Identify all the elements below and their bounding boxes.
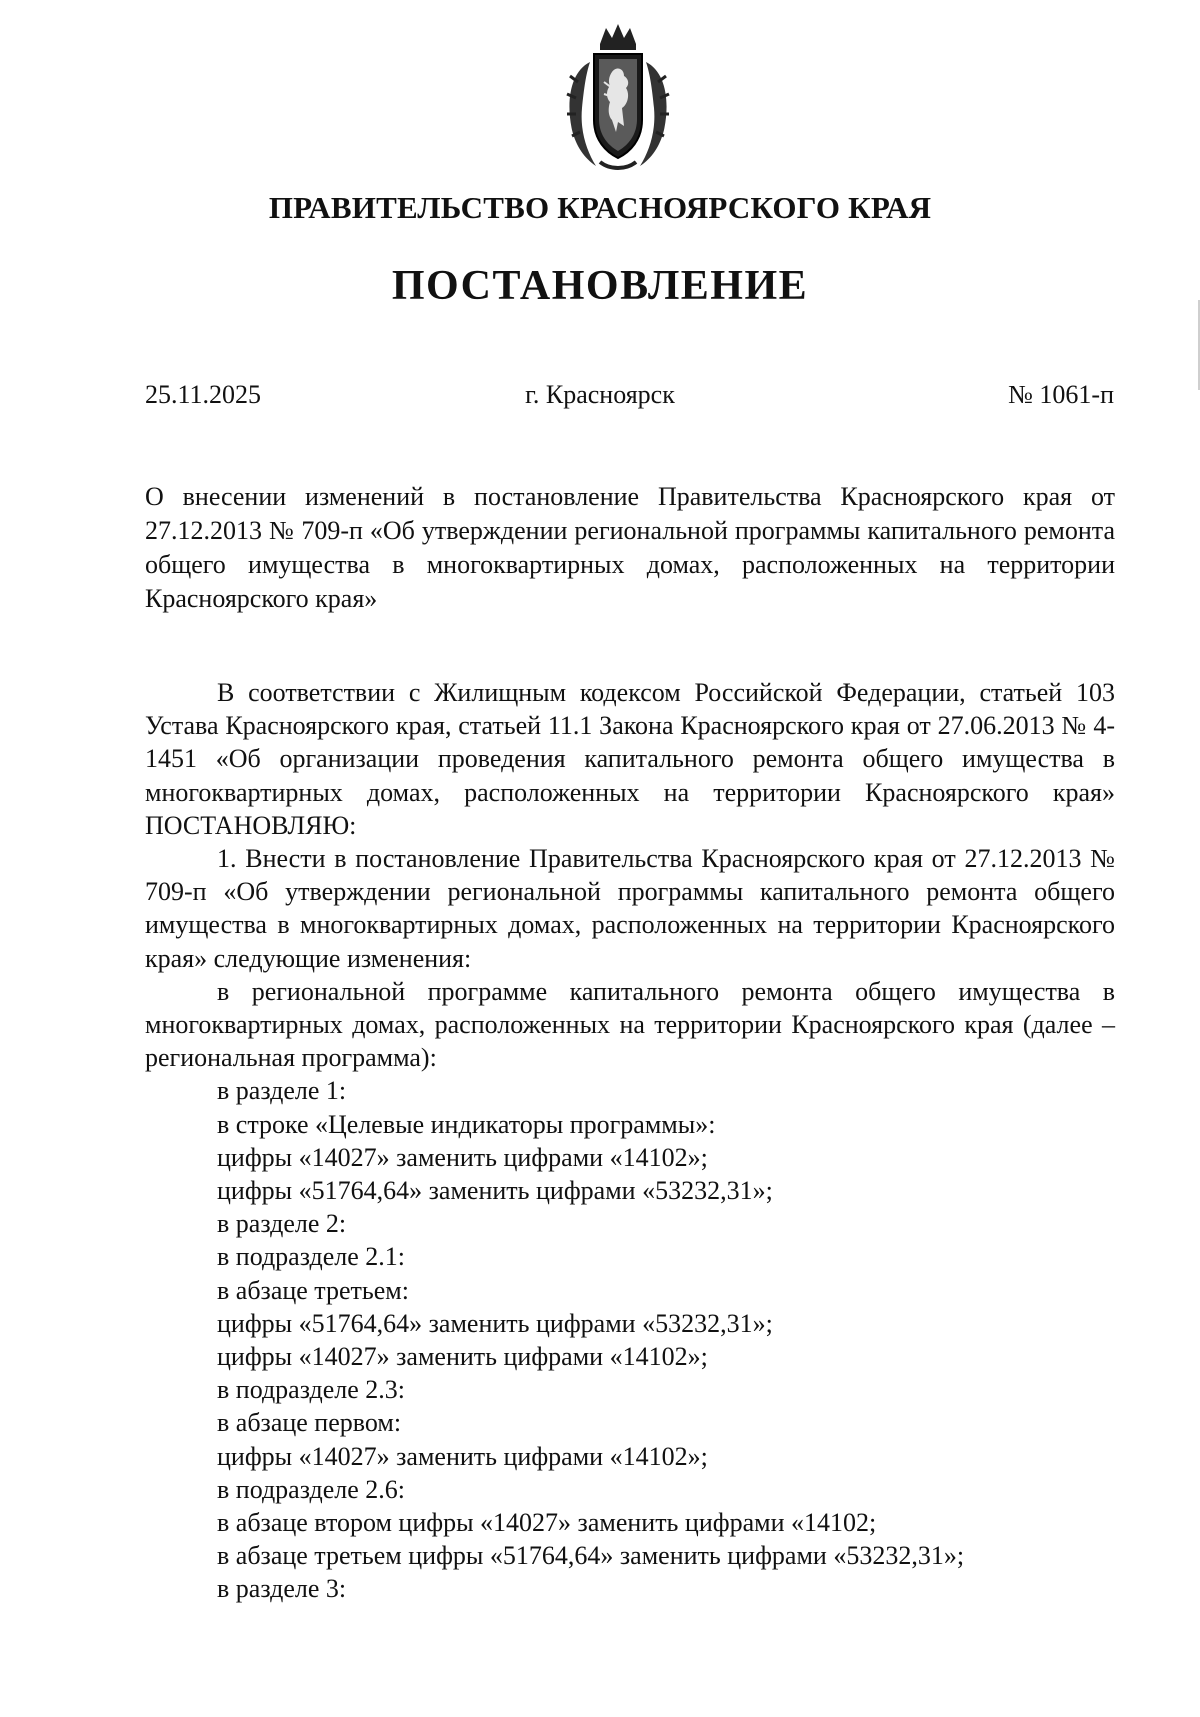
amendment-line: в абзаце втором цифры «14027» заменить цифрами «14102; [217, 1508, 877, 1538]
regional-program-paragraph: в региональной программе капитального ремонта общего имущества в многоквартирных домах, расположенных на территории Красноярского края (далее – региональная программа): [145, 976, 1115, 1073]
amendment-line: цифры «51764,64» заменить цифрами «53232,31»; [217, 1308, 773, 1338]
coat-of-arms-emblem [560, 22, 676, 174]
amendment-line: в разделе 2: [217, 1209, 347, 1239]
amendment-line: в абзаце первом: [217, 1408, 402, 1438]
preamble-paragraph: В соответствии с Жилищным кодексом Российской Федерации, статьей 103 Устава Красноярского края, статьей 11.1 Закона Красноярского края от 27.06.2013 № 4-1451 «Об организации проведения капитального ремонта общего имущества в многоквартирных домах, расположенных на территории Красноярского края» ПОСТАНОВЛЯЮ: [145, 678, 1115, 840]
document-type-title: ПОСТАНОВЛЕНИЕ [391, 263, 809, 309]
amendment-line: в абзаце третьем цифры «51764,64» заменить цифрами «53232,31»; [217, 1541, 965, 1571]
amendment-line: в подразделе 2.3: [217, 1375, 406, 1405]
item-1-paragraph: 1. Внести в постановление Правительства Красноярского края от 27.12.2013 № 709-п «Об утверждении региональной программы капитального ремонта общего имущества в многоквартирных домах, расположенных на территории Красноярского края» следующие изменения: [145, 844, 1115, 973]
amendment-line: в подразделе 2.6: [217, 1474, 406, 1504]
amendment-line: в подразделе 2.1: [217, 1242, 406, 1272]
organization-name: ПРАВИТЕЛЬСТВО КРАСНОЯРСКОГО КРАЯ [268, 190, 932, 225]
document-city: г. Красноярск [525, 380, 675, 409]
document-subject: О внесении изменений в постановление Правительства Красноярского края от 27.12.2013 № 709-п «Об утверждении региональной программы капитального ремонта общего имущества в многоквартирных домах, расположенных на территории Красноярского края» [145, 482, 1115, 613]
document-date: 25.11.2025 [145, 380, 262, 409]
amendment-line: в абзаце третьем: [217, 1275, 409, 1305]
document-body [145, 676, 1115, 1606]
document-number: № 1061-п [1008, 380, 1114, 409]
amendment-line: в разделе 1: [217, 1076, 347, 1106]
amendment-line: цифры «14027» заменить цифрами «14102»; [217, 1142, 708, 1172]
amendment-line: цифры «51764,64» заменить цифрами «53232,31»; [217, 1176, 773, 1206]
amendment-line: цифры «14027» заменить цифрами «14102»; [217, 1441, 708, 1471]
amendment-line: цифры «14027» заменить цифрами «14102»; [217, 1342, 708, 1372]
amendment-line: в разделе 3: [217, 1574, 347, 1604]
amendment-line: в строке «Целевые индикаторы программы»: [217, 1109, 716, 1139]
